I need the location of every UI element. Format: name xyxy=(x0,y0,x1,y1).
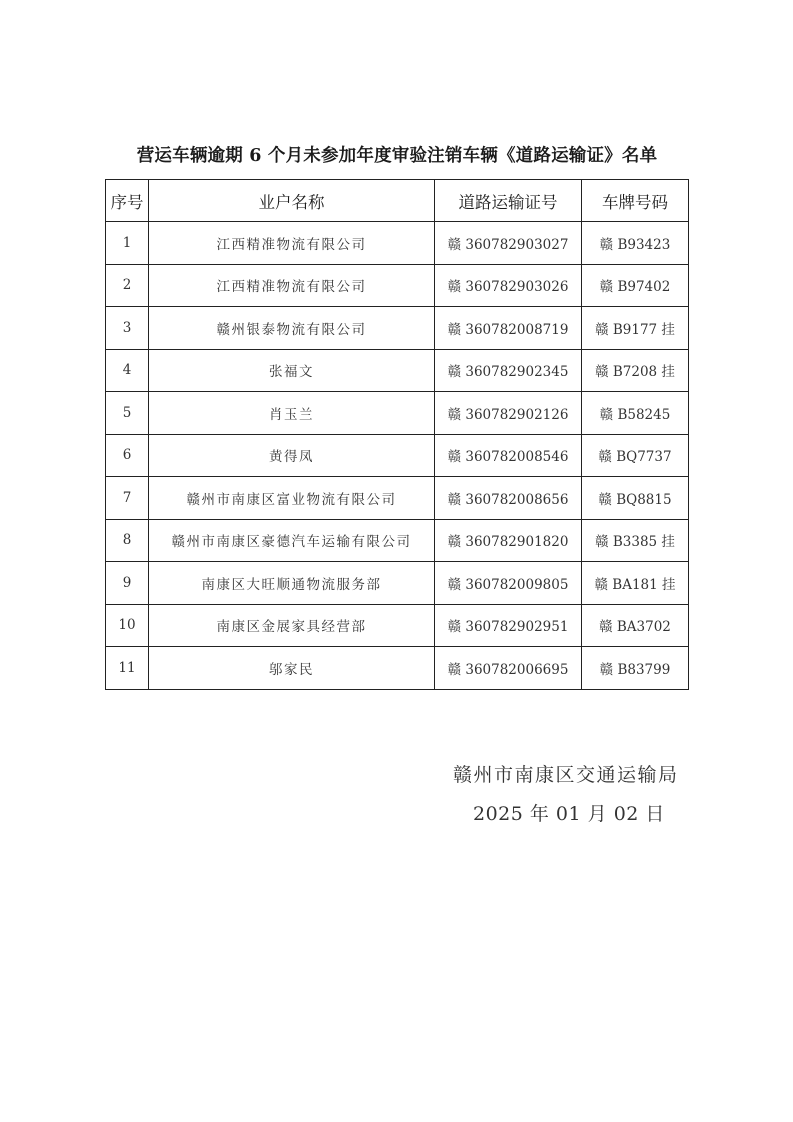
table-row xyxy=(106,222,689,265)
table-row xyxy=(106,349,689,392)
cancelled-vehicle-table xyxy=(105,179,689,690)
operator-name-cell: 赣州银泰物流有限公司 xyxy=(149,307,435,350)
plate-number-cell: 赣 B58245 xyxy=(582,392,689,435)
transport-cert-cell: 赣 360782902345 xyxy=(435,349,582,392)
table-row xyxy=(106,392,689,435)
plate-number-cell: 赣 B3385 挂 xyxy=(582,519,689,562)
header-operator-name: 业户名称 xyxy=(149,180,435,222)
plate-number-cell: 赣 B83799 xyxy=(582,647,689,690)
table-header xyxy=(106,180,689,222)
table-row xyxy=(106,562,689,605)
transport-cert-cell: 赣 360782901820 xyxy=(435,519,582,562)
serial-number-cell: 7 xyxy=(106,477,149,520)
transport-cert-cell: 赣 360782903026 xyxy=(435,264,582,307)
operator-name-cell: 江西精准物流有限公司 xyxy=(149,264,435,307)
header-transport-cert-number: 道路运输证号 xyxy=(435,180,582,222)
transport-cert-cell: 赣 360782009805 xyxy=(435,562,582,605)
transport-cert-cell: 赣 360782008719 xyxy=(435,307,582,350)
operator-name-cell: 江西精准物流有限公司 xyxy=(149,222,435,265)
operator-name-cell: 南康区大旺顺通物流服务部 xyxy=(149,562,435,605)
plate-number-cell: 赣 BA3702 xyxy=(582,604,689,647)
transport-cert-cell: 赣 360782008546 xyxy=(435,434,582,477)
operator-name-cell: 邬家民 xyxy=(149,647,435,690)
table-row xyxy=(106,264,689,307)
table-body xyxy=(106,222,689,690)
table-row xyxy=(106,647,689,690)
transport-cert-cell: 赣 360782903027 xyxy=(435,222,582,265)
operator-name-cell: 赣州市南康区豪德汽车运输有限公司 xyxy=(149,519,435,562)
header-serial-number: 序号 xyxy=(106,180,149,222)
plate-number-cell: 赣 B93423 xyxy=(582,222,689,265)
serial-number-cell: 8 xyxy=(106,519,149,562)
plate-number-cell: 赣 BQ7737 xyxy=(582,434,689,477)
table-row xyxy=(106,604,689,647)
plate-number-cell: 赣 BQ8815 xyxy=(582,477,689,520)
header-row xyxy=(106,180,689,222)
plate-number-cell: 赣 B7208 挂 xyxy=(582,349,689,392)
header-plate-number: 车牌号码 xyxy=(582,180,689,222)
document-title: 营运车辆逾期 6 个月未参加年度审验注销车辆《道路运输证》名单 xyxy=(136,146,658,166)
operator-name-cell: 肖玉兰 xyxy=(149,392,435,435)
serial-number-cell: 6 xyxy=(106,434,149,477)
table-row xyxy=(106,434,689,477)
serial-number-cell: 9 xyxy=(106,562,149,605)
plate-number-cell: 赣 B9177 挂 xyxy=(582,307,689,350)
issuing-authority: 赣州市南康区交通运输局 xyxy=(453,764,679,786)
issue-date: 2025 年 01 月 02 日 xyxy=(473,803,665,825)
serial-number-cell: 11 xyxy=(106,647,149,690)
table-row xyxy=(106,519,689,562)
plate-number-cell: 赣 BA181 挂 xyxy=(582,562,689,605)
operator-name-cell: 黄得凤 xyxy=(149,434,435,477)
operator-name-cell: 南康区金展家具经营部 xyxy=(149,604,435,647)
serial-number-cell: 10 xyxy=(106,604,149,647)
serial-number-cell: 3 xyxy=(106,307,149,350)
transport-cert-cell: 赣 360782902951 xyxy=(435,604,582,647)
serial-number-cell: 5 xyxy=(106,392,149,435)
serial-number-cell: 1 xyxy=(106,222,149,265)
operator-name-cell: 赣州市南康区富业物流有限公司 xyxy=(149,477,435,520)
operator-name-cell: 张福文 xyxy=(149,349,435,392)
plate-number-cell: 赣 B97402 xyxy=(582,264,689,307)
transport-cert-cell: 赣 360782006695 xyxy=(435,647,582,690)
table-row xyxy=(106,477,689,520)
table-row xyxy=(106,307,689,350)
transport-cert-cell: 赣 360782902126 xyxy=(435,392,582,435)
serial-number-cell: 2 xyxy=(106,264,149,307)
serial-number-cell: 4 xyxy=(106,349,149,392)
transport-cert-cell: 赣 360782008656 xyxy=(435,477,582,520)
